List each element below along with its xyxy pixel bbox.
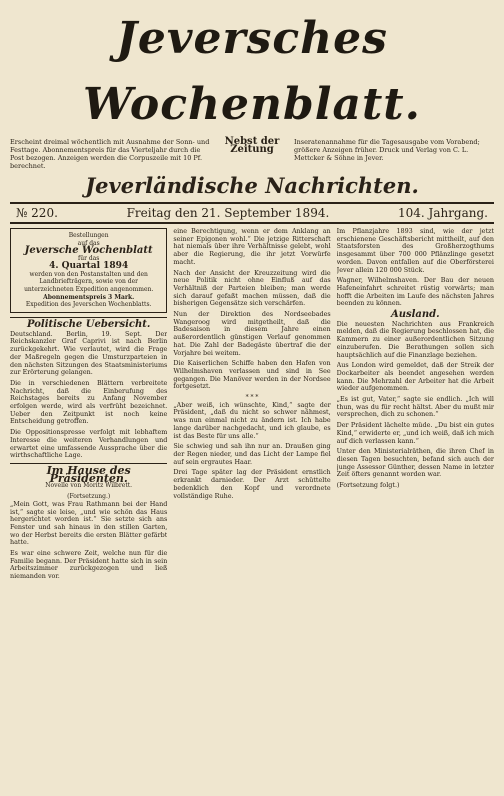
dateline — [10, 202, 494, 224]
paragraph: Nun der Direktion des Nordseebades Wangeroog wird mitgetheilt, daß die Badesaison in diesem Jahre einen außerordentlich günstigen Verlauf genommen hat. Die Zahl der Badegäste übertraf die der Vorjahre bei weitem. — [173, 310, 331, 357]
paragraph: Sie schwieg und sah ihn nur an. Draußen ging der Regen nieder, und das Licht der Lampe fiel auf sein ergrautes Haar. — [173, 442, 331, 466]
notice-line-7: Abonnementspreis 3 Mark. — [43, 293, 135, 301]
notice-line-3: Jeversche Wochenblatt — [24, 245, 153, 257]
paragraph: Drei Tage später lag der Präsident ernstlich erkrankt darnieder. Der Arzt schüttelte bedenklich den Kopf und verordnete vollständige Ruhe. — [173, 468, 331, 500]
issue-number: № 220. — [16, 206, 58, 220]
imprint-center: Nebst der Zeitung — [224, 136, 280, 155]
paragraph: Deutschland. Berlin, 19. Sept. Der Reichskanzler Graf Caprivi ist nach Berlin zurückgekehrt. Wie verlautet, wird die Frage der Maßregeln gegen die Umsturzparteien in den nächsten Sitzungen des Staatsministeriums zur Erörterung gelangen. — [10, 329, 168, 377]
imprint-left: Erscheint dreimal wöchentlich mit Ausnahme der Sonn- und Festtage. Abonnementspreis für das Vierteljahr durch die Post bezogen. Anzeigen werden die Corpuszeile mit 10 Pf. berechnet. — [10, 138, 210, 170]
masthead — [10, 0, 494, 138]
paragraph: eine Berechtigung, wenn er dem Anklang an seiner Epigonen wohl.“ Die jetzige Ritterschaft hat niemals über ihre Verhältnisse gelebt, wohl aber die Regierung, die ihr jetzt Vorwürfe macht. — [173, 228, 331, 266]
subscription-notice — [10, 228, 167, 313]
notice-line-1: Bestellungen — [68, 232, 109, 239]
notice-line-4: für das — [77, 255, 100, 263]
paragraph: Es war eine schwere Zeit, welche nun für die Familie begann. Der Präsident hatte sich in sein Arbeitszimmer zurückgezogen und ließ niemanden vor. — [10, 549, 168, 581]
subtitle: Jeverländische Nachrichten. — [85, 173, 419, 198]
notice-line-2: auf das — [77, 239, 100, 247]
newspaper-title: Jeversches Wochenblatt. — [83, 13, 421, 130]
paragraph: „Mein Gott, was Frau Rathmann bei der Hand ist,“ sagte sie leise, „und wie schön das Haus hergerichtet worden ist.“ Sie setzte sich ans Fenster und sah hinaus in den stillen Garten, wo der Herbst bereits die ersten Blätter gefärbt hatte. — [10, 499, 168, 547]
section-political: Politische Uebersicht. — [26, 319, 151, 331]
notice-line-8: Expedition des Jeverschen Wochenblatts. — [25, 301, 152, 309]
column-1 — [10, 228, 167, 796]
article-title: Im Hause des Präsidenten. — [46, 463, 131, 485]
paragraph: Im Pflanzjahre 1893 sind, wie der jetzt erschienene Geschäftsbericht mittheilt, auf den Staatsforsten des Großherzogthums insgesammt über 700 000 Pflänzlinge gesetzt worden. Davon entfallen auf die Oberförsterei Jever allein 120 000 Stück. — [336, 228, 494, 274]
paragraph: Unter den Ministerialräthen, die ihren Chef in diesen Tagen besuchten, befand sich auch der junge Assessor Günther, dessen Name in letzter Zeit öfters genannt worden war. — [336, 447, 494, 479]
paragraph: Wagner, Wilhelmshaven. Der Bau der neuen Hafeneinfahrt schreitet rüstig vorwärts; man hofft die Arbeiten im Laufe des nächsten Jahres beenden zu können. — [336, 276, 494, 308]
paragraph: Nach der Ansicht der Kreuzzeitung wird die neue Politik nicht ohne Einfluß auf das Verhältniß der Parteien bleiben; man werde sich darauf gefaßt machen müssen, daß die bisherigen Gegensätze sich verschärfen. — [173, 268, 331, 308]
article-continuation: (Fortsetzung.) — [67, 493, 111, 501]
article-author: Novelle von Moritz Wilbrett. — [45, 482, 133, 490]
paragraph: Der Präsident lächelte müde. „Du bist ein gutes Kind,“ erwiderte er, „und ich weiß, daß ich mich auf dich verlassen kann.“ — [336, 421, 494, 445]
paragraph: Die Kaiserlichen Schiffe haben den Hafen von Wilhelmshaven verlassen und sind in See gegangen. Die Manöver werden in der Nordsee fortgesetzt. — [173, 359, 331, 391]
paragraph: „Es ist gut, Vater,“ sagte sie endlich. „Ich will thun, was du für recht hältst. Aber du mußt mir versprechen, dich zu schonen.“ — [336, 395, 494, 419]
paragraph: Aus London wird gemeldet, daß der Streik der Dockarbeiter als beendet angesehen werden kann. Die Mehrzahl der Arbeiter hat die Arbeit wieder aufgenommen. — [336, 361, 494, 393]
paragraph: „Aber weiß, ich wünschte, Kind,“ sagte der Präsident, „daß du nicht so schwer nähmest, was nun einmal nicht zu ändern ist. Ich habe lange darüber nachgedacht, und ich glaube, es ist das Beste für uns alle.“ — [173, 400, 331, 440]
columns — [10, 228, 494, 796]
paragraph: Die Oppositionspresse verfolgt mit lebhaftem Interesse die weiteren Verhandlungen und erwartet eine umfassende Aussprache über die wirthschaftliche Lage. — [10, 428, 168, 460]
imprint-row — [10, 138, 494, 170]
section-abroad: Ausland. — [390, 309, 440, 321]
divider — [10, 317, 167, 318]
notice-line-5: 4. Quartal 1894 — [49, 260, 129, 271]
issue-date: Freitag den 21. September 1894. — [126, 206, 330, 220]
notice-line-6: werden von den Postanstalten und den Landbriefträgern, sowie von der unterzeichneten Expedition angenommen. — [24, 270, 154, 293]
column-3 — [337, 228, 494, 796]
paragraph: Die neuesten Nachrichten aus Frankreich melden, daß die Regierung beschlossen hat, die Kammern zu einer außerordentlichen Sitzung einzuberufen. Die Berathungen sollen sich hauptsächlich auf die Finanzlage beziehen. — [336, 319, 494, 359]
volume-number: 104. Jahrgang. — [397, 206, 488, 220]
imprint-right: Inseratenannahme für die Tagesausgabe vom Vorabend; größere Anzeigen früher. Druck und Verlag von C. L. Mettcker & Söhne in Jever. — [294, 138, 480, 162]
separator-stars: * * * — [245, 394, 259, 402]
paragraph: Die in verschiedenen Blättern verbreitete Nachricht, daß die Einberufung des Reichstages bereits zu Anfang November erfolgen werde, wird als verfrüht bezeichnet. Ueber den Zeitpunkt ist noch keine Entscheidung getroffen. — [10, 378, 168, 426]
paragraph: (Fortsetzung folgt.) — [336, 481, 400, 490]
column-2 — [173, 228, 330, 796]
